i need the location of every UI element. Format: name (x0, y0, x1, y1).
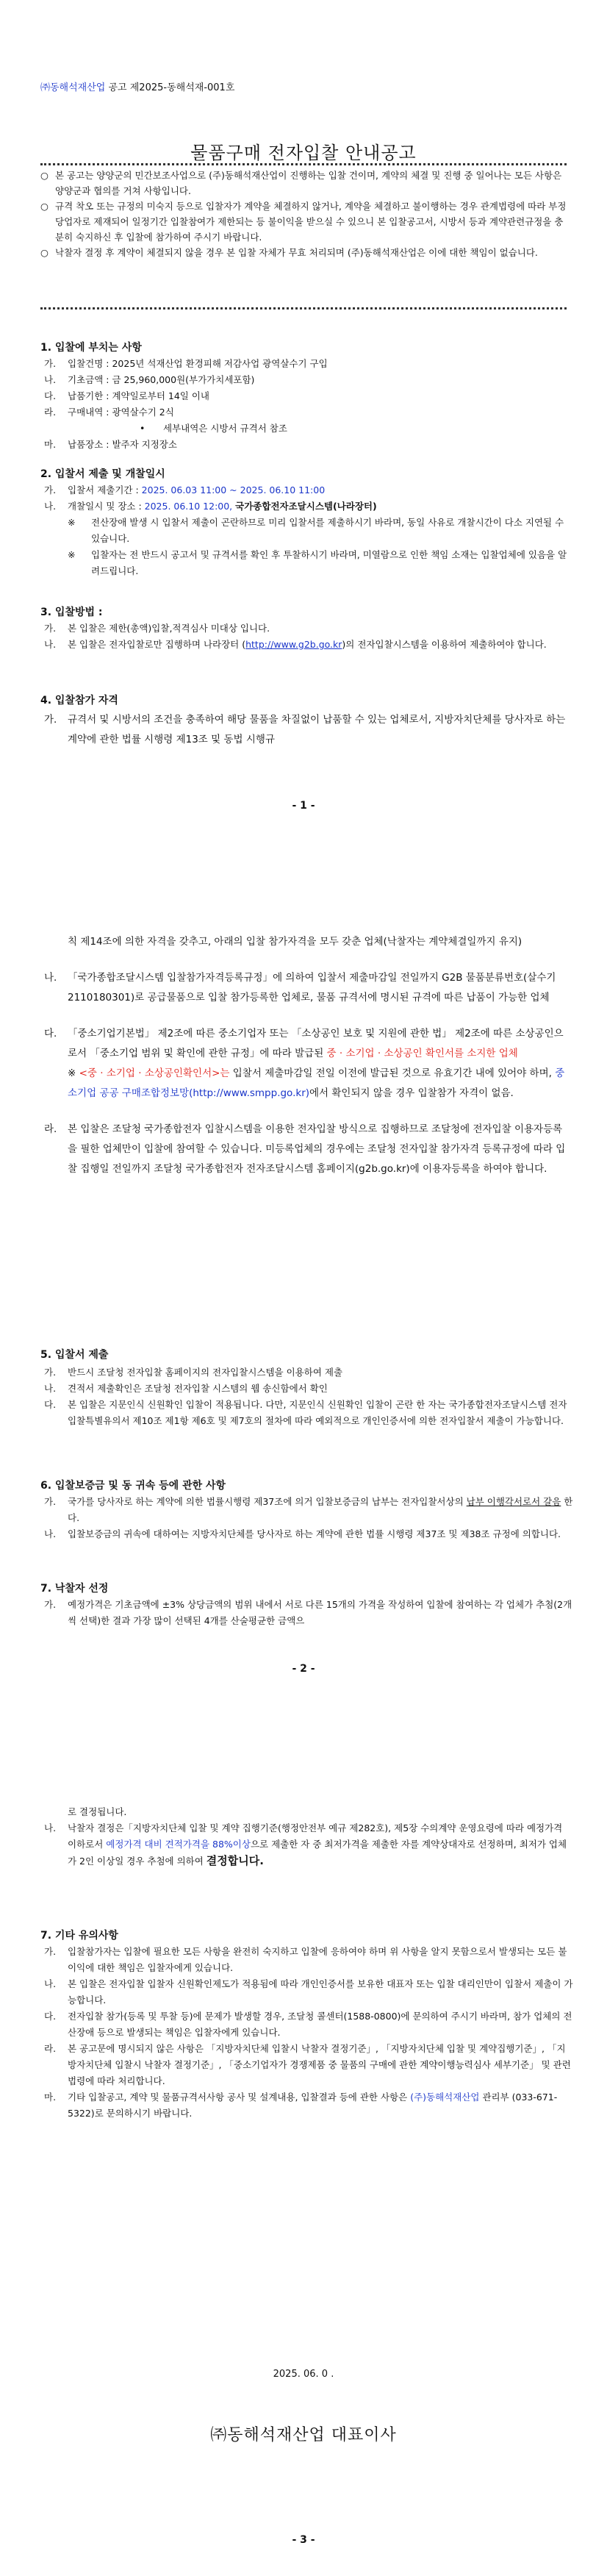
list-item: 다. 「중소기업기본법」 제2조에 따른 중소기업자 또는 「소상공인 보호 및 지원에 관한 법」 제2조에 따른 소상공인으로서 「중소기업 범위 및 확인에 관한 규정」에 따라 발급된 중 · 소기업 · 소상공인 확인서를 소지한 업체 (44, 1028, 564, 1059)
section-1-title: 1. 입찰에 부치는 사항 (40, 342, 142, 354)
list-item: 가. 입찰참가자는 입찰에 필요한 모든 사항을 완전히 숙지하고 입찰에 응하여야 하며 위 사항을 알지 못함으로서 발생되는 모든 불이익에 대한 책임은 입찰자에게 있습니다. (44, 1946, 567, 1973)
section-other-list (44, 1944, 573, 2122)
note-item: ※ 전산장애 발생 시 입찰서 제출이 곤란하므로 미리 입찰서를 제출하시기 바라며, 동일 사유로 개찰시간이 다소 지연될 수 있습니다. (68, 517, 564, 544)
signature: ㈜동해석재산업 대표이사 (210, 2426, 397, 2444)
submission-period: 2025. 06.03 11:00 ~ 2025. 06.10 11:00 (141, 484, 326, 495)
intro-notes (40, 168, 570, 260)
list-item: 가. 본 입찰은 제한(총액)입찰,적격심사 미대상 입니다. (44, 623, 270, 634)
list-item: 나. 견적서 제출확인은 조달청 전자입찰 시스템의 웹 송신함에서 확인 (44, 1383, 328, 1394)
smpp-link[interactable]: 중소기업 공공 구매조합정보망(http://www.smpp.go.kr) (68, 1067, 565, 1099)
section-2-title: 2. 입찰서 제출 및 개찰일시 (40, 468, 165, 480)
list-item: 가. 반드시 조달청 전자입찰 홈페이지의 전자입찰시스템을 이용하여 제출 (44, 1367, 343, 1378)
note-item: ※ 입찰자는 전 반드시 공고서 및 규격서를 확인 후 투찰하시기 바라며, 미열람으로 인한 책임 소재는 입찰업체에 있음을 알려드립니다. (68, 549, 567, 576)
section-4-continued: 칙 제14조에 의한 자격을 갖추고, 아래의 입찰 참가자격을 모두 갖춘 업체(낙찰자는 계약체결일까지 유지) 나. 「국가종합조달시스템 입찰참가자격등록규정」에 의하여 입찰서 제출마감일 전일까지 G2B 물품분류번호(살수기 2110180301)로 공급물품으로 입찰 참가등록한 업체로, 물품 규격서에 명시된 규격에 따른 납품이 가능한 업체 다. 「중소기업기본법」 제2조에 따른 중소기업자 또는 「소상공인 보호 및 지원에 관한 법」 제2조에 따른 소상공인으로서 「중소기업 범위 및 확인에 관한 규정」에 따라 발급된 중 · 소기업 · 소상공인 확인서를 소지한 업체 ※ <중 · 소기업 · 소상공인확인서>는 입찰서 제출마감일 전일 이전에 발급된 것으로 유효기간 내에 있어야 하며, 중소기업 공공 구매조합정보망(http://www.smpp.go.kr)에서 확인되지 않을 경우 입찰참가 자격이 없음. 라. 본 입찰은 조달청 국가종합전자 입찰시스템을 이용한 전자입찰 방식으로 집행하므로 조달청에 전자입찰 이용자등록을 필한 업체만이 입찰에 참여할 수 있습니다. 미등록업체의 경우에는 조달청 전자입찰 참가자격 등록규정에 따라 입찰 집행일 전일까지 조달청 국가종합전자 전자조달시스템 홈페이지(g2b.go.kr)에 이용자등록을 하여야 합니다. (44, 932, 570, 1179)
section-7-item-a: 가. 예정가격은 기초금액에 ±3% 상당금액의 범위 내에서 서로 다른 15개의 가격을 작성하여 입찰에 참여하는 각 업체가 추첨(2개씩 선택)한 결과 가장 많이 선택된 4개를 산술평균한 금액으 (44, 1599, 572, 1626)
section-4-item-a: 가. 규격서 및 시방서의 조건을 충족하여 해당 물품을 차질없이 납품할 수 있는 업체로서, 지방자치단체를 당사자로 하는 계약에 관한 법률 시행령 제13조 및 동법 시행규 (44, 714, 566, 745)
section-7-continued: 로 결정됩니다. 나. 낙찰자 결정은「지방자치단체 입찰 및 계약 집행기준(행정안전부 예규 제282호), 제5장 수의계약 운영요령에 따라 예정가격 이하로서 예정가격 대비 견적가격을 88%이상으로 제출한 자 중 최저가격을 제출한 자를 계약상대자로 선정하며, 최저가 업체가 2인 이상일 경우 추첨에 의하여 결정합니다. (44, 1804, 573, 1870)
section-3-list (44, 620, 573, 653)
section-4-title: 4. 입찰참가 자격 (40, 695, 118, 706)
note-item: ※ <중 · 소기업 · 소상공인확인서>는 입찰서 제출마감일 전일 이전에 발급된 것으로 유효기간 내에 있어야 하며, 중소기업 공공 구매조합정보망(http://www.smpp.go.kr)에서 확인되지 않을 경우 입찰참가 자격이 없음. (68, 1067, 565, 1099)
list-item: 라. 본 공고문에 명시되지 않은 사항은 「지방자치단체 입찰시 낙찰자 결정기준」, 「지방자치단체 입찰 및 계약집행기준」, 「지방자치단체 입찰시 낙찰자 결정기준」, 「중소기업자가 경쟁제품 중 물품의 구매에 관한 계약이행능력심사 세부기준」 및 관련 법령에 따라 처리합니다. (44, 2043, 571, 2086)
section-3-title: 3. 입찰방법 : (40, 607, 103, 618)
list-item: 나. 개찰일시 및 장소 : 2025. 06.10 12:00, 국가종합전자조달시스템(나라장터) (44, 501, 377, 512)
section-6-list (44, 1494, 573, 1542)
section-2-list (44, 482, 573, 579)
list-item: 나. 입찰보증금의 귀속에 대하여는 지방자치단체를 당사자로 하는 계약에 관한 법률 시행령 제37조 및 제38조 규정에 의합니다. (44, 1528, 561, 1539)
company-name: ㈜동해석재산업 (40, 82, 106, 93)
intro-item: ○ 규격 착오 또는 규정의 미숙지 등으로 입찰자가 계약을 체결하지 않거나, 계약을 체결하고 불이행하는 경우 관계법령에 따라 부정당업자로 제재되어 일정기간 입찰참여가 제한되는 등 불이익을 받으실 수 있으니 본 입찰공고서, 시방서 등과 계약관련규정을 충분히 숙지하신 후 입찰에 참가하여 주시기 바랍니다. (40, 201, 567, 243)
section-5-list (44, 1364, 573, 1429)
list-item: 다. 전자입찰 참가(등록 및 투찰 등)에 문제가 발생할 경우, 조달청 콜센터(1588-0800)에 문의하여 주시기 바라며, 참가 업체의 전산장애 등으로 발생되는 책임은 입찰자에게 있습니다. (44, 2011, 572, 2038)
notice-date: 2025. 06. 0 . (273, 2369, 334, 2380)
section-1-list (44, 356, 573, 453)
intro-item: ○ 본 공고는 양양군의 민간보조사업으로 (주)동해석재산업이 진행하는 입찰 건이며, 계약의 체결 및 진행 중 일어나는 모든 사항은 양양군과 협의를 거쳐 사항입니다. (40, 170, 562, 196)
list-item: 마. 납품장소 : 발주자 지정장소 (44, 439, 177, 450)
g2b-link[interactable]: http://www.g2b.go.kr (245, 639, 342, 650)
list-item: 라. 본 입찰은 조달청 국가종합전자 입찰시스템을 이용한 전자입찰 방식으로 집행하므로 조달청에 전자입찰 이용자등록을 필한 업체만이 입찰에 참여할 수 있습니다. 미등록업체의 경우에는 조달청 전자입찰 참가자격 등록규정에 따라 입찰 집행일 전일까지 조달청 국가종합전자 전자조달시스템 홈페이지(g2b.go.kr)에 이용자등록을 하여야 합니다. (44, 1123, 566, 1175)
list-item: 나. 「국가종합조달시스템 입찰참가자격등록규정」에 의하여 입찰서 제출마감일 전일까지 G2B 물품분류번호(살수기 2110180301)로 공급물품으로 입찰 참가등록한 업체로, 물품 규격서에 명시된 규격에 따른 납품이 가능한 업체 (44, 972, 556, 1003)
intro-item: ○ 낙찰자 결정 후 계약이 체결되지 않을 경우 본 입찰 자체가 무효 처리되며 (주)동해석재산업은 이에 대한 책임이 없습니다. (40, 247, 538, 258)
list-item: 다. 납품기한 : 계약일로부터 14일 이내 (44, 390, 209, 401)
divider-bottom (40, 307, 567, 310)
page-number-2: - 2 - (292, 1663, 315, 1675)
list-item: 가. 국가를 당사자로 하는 계약에 의한 법률시행령 제37조에 의거 입찰보증금의 납부는 전자입찰서상의 납부 이행각서로서 갈음 한다. (44, 1496, 573, 1523)
price-ratio: 예정가격 대비 견적가격을 88%이상 (106, 1839, 251, 1850)
list-item: 다. 본 입찰은 지문인식 신원확인 입찰이 적용됩니다. 다만, 지문인식 신원확인 입찰이 곤란 한 자는 국가종합전자조달시스템 전자입찰특별유의서 제10조 제1항 제6호 및 제7호의 절차에 따라 예외적으로 개인인증서에 의한 전자입찰서 제출이 가능합니다. (44, 1399, 567, 1426)
list-item: 나. 본 입찰은 전자입찰 입찰자 신원확인제도가 적용됨에 따라 개인인증서를 보유한 대표자 또는 입찰 대리인만이 입찰서 제출이 가능합니다. (44, 1978, 573, 2006)
opening-place: 국가종합전자조달시스템(나라장터) (235, 501, 377, 512)
page-number-1: - 1 - (292, 800, 315, 812)
section-7-title: 7. 낙찰자 선정 (40, 1583, 109, 1595)
notice-number: 공고 제2025-동해석재-001호 (108, 82, 235, 93)
sme-certificate-requirement: 중 · 소기업 · 소상공인 확인서를 소지한 업체 (326, 1048, 518, 1059)
list-item: 나. 본 입찰은 전자입찰로만 집행하며 나라장터 (http://www.g2b.go.kr)의 전자입찰시스템을 이용하여 제출하여야 합니다. (44, 639, 547, 650)
notice-header (40, 79, 234, 93)
list-item: 나. 낙찰자 결정은「지방자치단체 입찰 및 계약 집행기준(행정안전부 예규 제282호), 제5장 수의계약 운영요령에 따라 예정가격 이하로서 예정가격 대비 견적가격을 88%이상으로 제출한 자 중 최저가격을 제출한 자를 계약상대자로 선정하며, 최저가 업체가 2인 이상일 경우 추첨에 의하여 결정합니다. (44, 1822, 567, 1867)
list-item: 마. 기타 입찰공고, 계약 및 물품규격서사항 공사 및 설계내용, 입찰결과 등에 관한 사항은 (주)동해석재산업 관리부 (033-671-5322)로 문의하시기 바랍니다. (44, 2092, 558, 2119)
page-number-3: - 3 - (292, 2534, 315, 2546)
section-6-title: 6. 입찰보증금 및 동 귀속 등에 관한 사항 (40, 1480, 226, 1492)
page-title: 물품구매 전자입찰 안내공고 (190, 143, 417, 163)
list-item: 나. 기초금액 : 금 25,960,000원(부가가치세포함) (44, 374, 255, 385)
opening-date: 2025. 06.10 12:00, (144, 501, 233, 512)
list-item: 라. 구매내역 : 광역살수기 2식 (44, 407, 174, 418)
list-item: 가. 입찰건명 : 2025년 석재산업 환경피해 저감사업 광역살수기 구입 (44, 358, 328, 369)
section-5-title: 5. 입찰서 제출 (40, 1349, 109, 1361)
list-item: 가. 입찰서 제출기간 : 2025. 06.03 11:00 ~ 2025. 06.10 11:00 (44, 484, 326, 495)
divider-top (40, 163, 567, 165)
section-other-title: 7. 기타 유의사항 (40, 1930, 118, 1942)
list-subitem: • 세부내역은 시방서 규격서 참조 (140, 423, 287, 434)
